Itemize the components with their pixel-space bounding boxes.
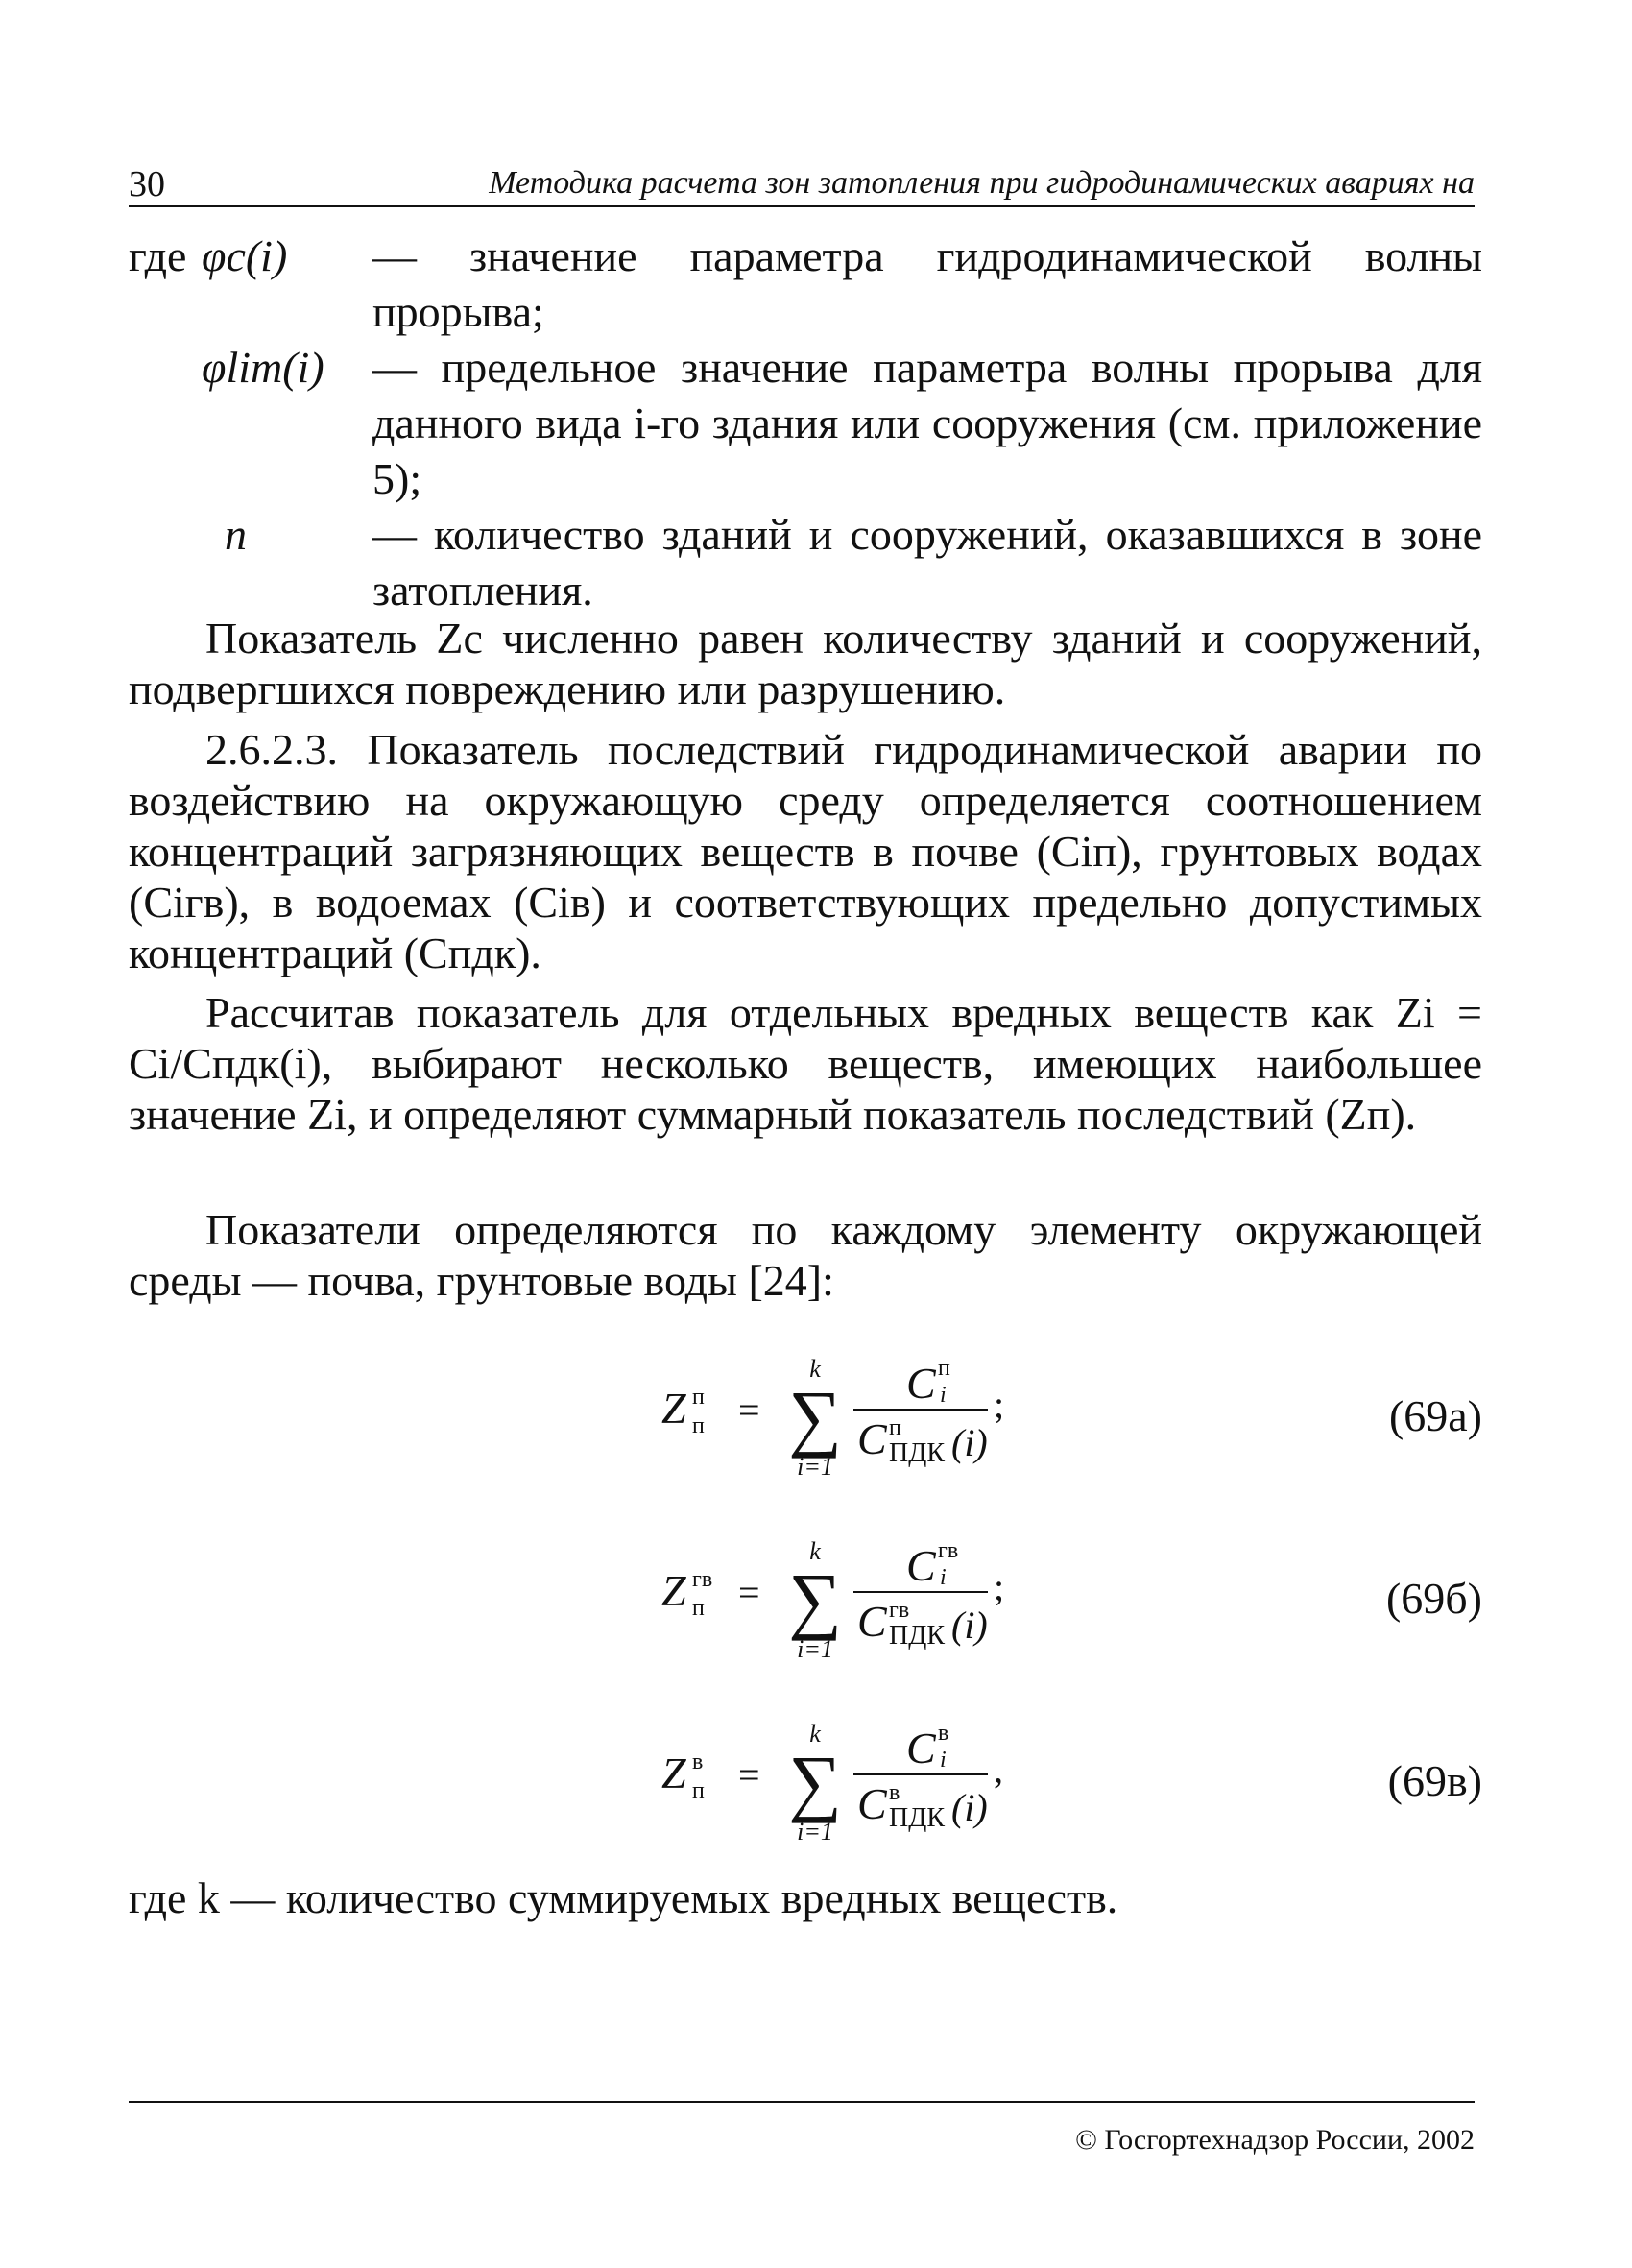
formula-lhs: Z: [661, 1566, 686, 1615]
formula-graphic: [129, 1517, 1281, 1671]
definition-text: — количество зданий и сооружений, оказавшихся в зоне затопления.: [372, 510, 1482, 615]
numerator-sub: i: [940, 1565, 947, 1590]
sum-symbol: ∑: [788, 1557, 842, 1641]
formula-punctuation: ;: [994, 1565, 1005, 1608]
page-header: [129, 156, 1475, 211]
definition-symbol: n: [225, 510, 247, 559]
sum-lower-limit: i=1: [797, 1453, 833, 1481]
denominator: C: [857, 1597, 887, 1646]
sum-upper-limit: k: [809, 1537, 821, 1565]
formula-equals: =: [738, 1388, 760, 1432]
definition-text: — значение параметра гидродинамической волны прорыва;: [372, 231, 1482, 336]
formula-lhs-sub: п: [692, 1596, 705, 1621]
numerator: C: [906, 1724, 936, 1773]
numerator-sub: i: [940, 1748, 947, 1773]
denominator-arg: (i): [951, 1604, 988, 1647]
sum-lower-limit: i=1: [797, 1635, 833, 1663]
formula-graphic: [129, 1335, 1281, 1488]
running-title: Методика расчета зон затопления при гидродинамических авариях на: [489, 165, 1475, 201]
equation-number: (69в): [1387, 1756, 1482, 1805]
denominator: C: [857, 1414, 887, 1463]
formula-69v: [129, 1700, 1482, 1844]
formula-69a: [129, 1335, 1482, 1479]
numerator-sup: в: [938, 1721, 949, 1746]
formula-lhs-sup: в: [692, 1749, 704, 1774]
paragraph-zi: Рассчитав показатель для отдельных вредных веществ как Zi = Ci/Cпдк(i), выбирают несколько веществ, имеющих наибольшее значение Zi, и определяют суммарный показатель последствий (Zп).: [129, 988, 1482, 1139]
numerator: C: [906, 1541, 936, 1590]
denominator-arg: (i): [951, 1786, 988, 1829]
definitions-lead: где: [129, 231, 187, 280]
sum-lower-limit: i=1: [797, 1818, 833, 1846]
denominator-sup: п: [889, 1415, 901, 1440]
formula-graphic: [129, 1700, 1281, 1853]
numerator-sub: i: [940, 1383, 947, 1408]
denominator-sub: ПДК: [889, 1803, 945, 1833]
formula-punctuation: ,: [994, 1748, 1003, 1791]
paragraph-indicators: Показатели определяются по каждому элементу окружающей среды — почва, грунтовые воды [24]:: [129, 1205, 1482, 1305]
formula-lhs-sup: п: [692, 1385, 705, 1410]
denominator-sub: ПДК: [889, 1621, 945, 1651]
denominator-sub: ПДК: [889, 1438, 945, 1468]
definition-text: — предельное значение параметра волны прорыва для данного вида i-го здания или сооружения (см. приложение 5);: [372, 343, 1482, 503]
formula-equals: =: [738, 1571, 760, 1614]
paragraph-k: где k — количество суммируемых вредных веществ.: [129, 1873, 1118, 1922]
formula-lhs-sub: п: [692, 1778, 705, 1803]
sum-upper-limit: k: [809, 1355, 821, 1383]
denominator-sup: в: [889, 1780, 900, 1805]
formula-69b: [129, 1517, 1482, 1661]
formula-lhs-sub: п: [692, 1413, 705, 1438]
paragraph-zc: Показатель Zc численно равен количеству зданий и сооружений, подвергшихся повреждению или разрушению.: [129, 614, 1482, 713]
formula-lhs: Z: [661, 1749, 686, 1798]
formula-lhs-sup: гв: [692, 1567, 713, 1592]
definition-phi-c: [129, 229, 1482, 340]
formula-equals: =: [738, 1753, 760, 1797]
footer-rule: [129, 2101, 1475, 2103]
definitions-block: [129, 229, 1482, 618]
numerator-sup: гв: [938, 1538, 959, 1563]
formula-punctuation: ;: [994, 1383, 1005, 1426]
definition-symbol: φc(i): [202, 231, 288, 280]
sum-symbol: ∑: [788, 1740, 842, 1823]
sum-symbol: ∑: [788, 1375, 842, 1459]
formula-lhs: Z: [661, 1384, 686, 1433]
header-rule: [129, 205, 1475, 207]
sum-upper-limit: k: [809, 1720, 821, 1748]
denominator-arg: (i): [951, 1421, 988, 1464]
paragraph-2-6-2-3: 2.6.2.3. Показатель последствий гидродинамической аварии по воздействию на окружающую среду определяется соотношением концентраций загрязняющих веществ в почве (Ciп), грунтовых водах (Ciгв), в водоемах (Ciв) и соответствующих предельно допустимых концентраций (Cпдк).: [129, 725, 1482, 977]
definition-n: [129, 507, 1482, 618]
numerator: C: [906, 1359, 936, 1408]
page-number: 30: [129, 164, 165, 205]
denominator: C: [857, 1779, 887, 1828]
numerator-sup: п: [938, 1356, 950, 1381]
footer-copyright: © Госгортехнадзор России, 2002: [1075, 2124, 1475, 2156]
equation-number: (69б): [1385, 1574, 1482, 1623]
definition-symbol: φlim(i): [202, 343, 324, 392]
definition-phi-lim: [129, 340, 1482, 507]
equation-number: (69а): [1388, 1391, 1482, 1440]
denominator-sup: гв: [889, 1598, 910, 1623]
